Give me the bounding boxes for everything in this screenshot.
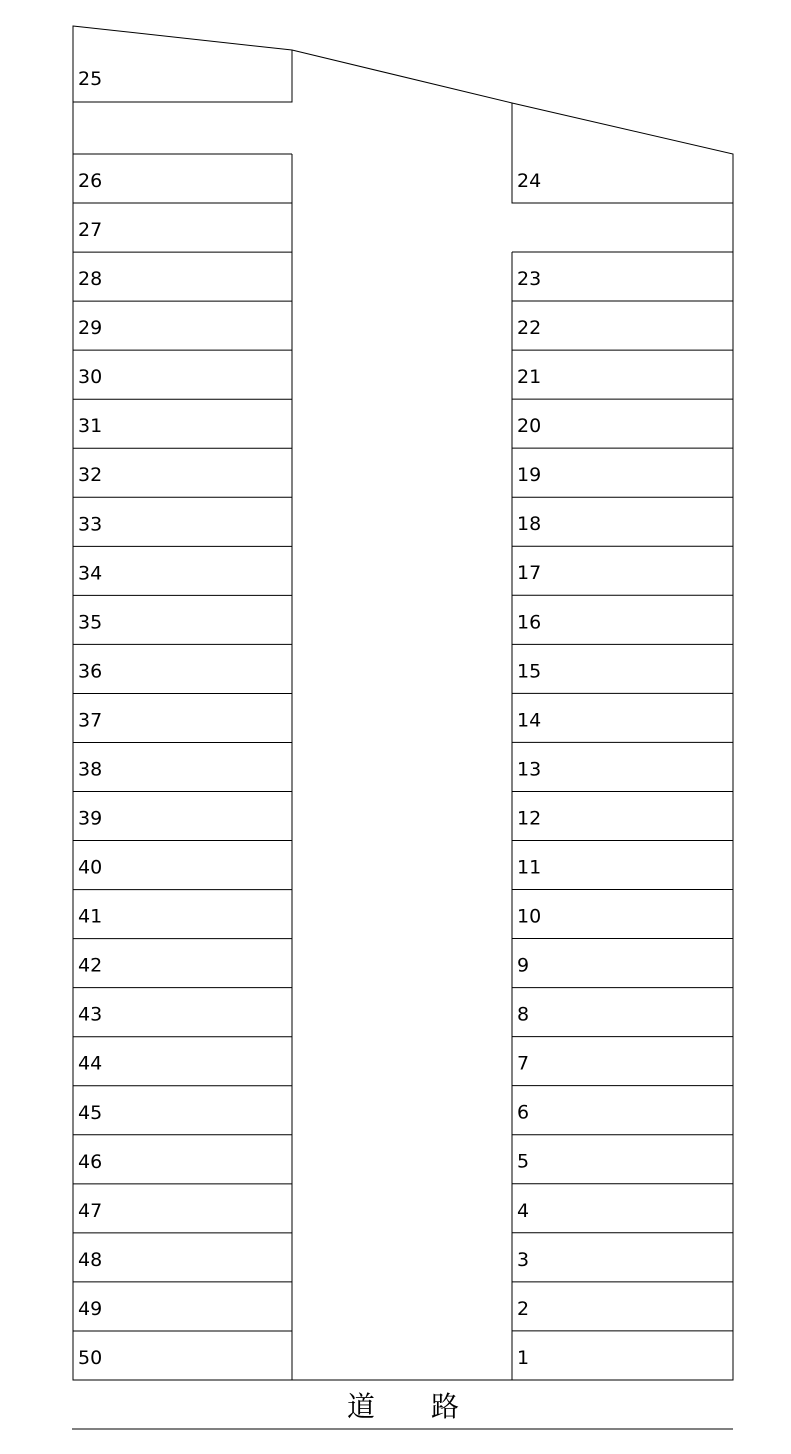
stall-number: 41 [78, 905, 103, 928]
stall-number: 18 [517, 513, 542, 536]
stall-number: 20 [517, 415, 542, 438]
stall-number: 39 [78, 807, 103, 830]
stall-number: 44 [78, 1052, 103, 1075]
stall-number: 25 [78, 68, 103, 90]
stall-number: 4 [517, 1199, 530, 1222]
stall-number: 31 [78, 415, 103, 438]
stall-number: 9 [517, 954, 530, 977]
stall-number: 38 [78, 758, 103, 781]
stall-number: 6 [517, 1101, 530, 1124]
road-label: 道 路 [346, 1390, 460, 1423]
stall-number: 22 [517, 317, 542, 340]
stall-number: 19 [517, 464, 542, 487]
stall-number: 43 [78, 1003, 103, 1026]
stall-number: 48 [78, 1248, 103, 1271]
stall-number: 24 [517, 170, 542, 192]
stall-number: 14 [517, 709, 542, 732]
stall-24-outline [512, 103, 733, 203]
stall-number: 15 [517, 660, 542, 683]
stall-number: 13 [517, 758, 542, 781]
stall-number: 32 [78, 464, 103, 487]
stall-number: 17 [517, 562, 542, 585]
right-stall-column [512, 252, 733, 1369]
stall-number: 5 [517, 1150, 530, 1173]
site-boundary [73, 26, 733, 1380]
stall-number: 46 [78, 1150, 103, 1173]
stall-number: 8 [517, 1003, 530, 1026]
stall-number: 10 [517, 905, 542, 928]
stall-25-outline [73, 50, 292, 102]
stall-number: 40 [78, 856, 103, 879]
stall-number: 33 [78, 513, 103, 536]
stall-number: 30 [78, 366, 103, 389]
stall-number: 34 [78, 562, 103, 585]
stall-number: 42 [78, 954, 103, 977]
stall-number: 16 [517, 611, 542, 634]
stall-number: 11 [517, 856, 542, 879]
stall-number: 29 [78, 317, 103, 340]
stall-number: 26 [78, 170, 103, 192]
stall-number: 28 [78, 268, 103, 291]
stall-number: 1 [517, 1346, 530, 1369]
stall-number: 23 [517, 268, 542, 290]
stall-number: 2 [517, 1297, 530, 1320]
stall-number: 36 [78, 660, 103, 683]
stall-number: 50 [78, 1346, 103, 1369]
stall-number: 21 [517, 366, 542, 389]
stall-number: 3 [517, 1248, 530, 1271]
stall-number: 47 [78, 1199, 103, 1222]
stall-number: 37 [78, 709, 103, 732]
stall-number: 35 [78, 611, 103, 634]
stall-number: 12 [517, 807, 542, 830]
stall-number: 7 [517, 1052, 530, 1075]
stall-number: 45 [78, 1101, 103, 1124]
left-stall-column [73, 154, 292, 1369]
stall-number: 27 [78, 219, 103, 242]
stall-number: 49 [78, 1297, 103, 1320]
